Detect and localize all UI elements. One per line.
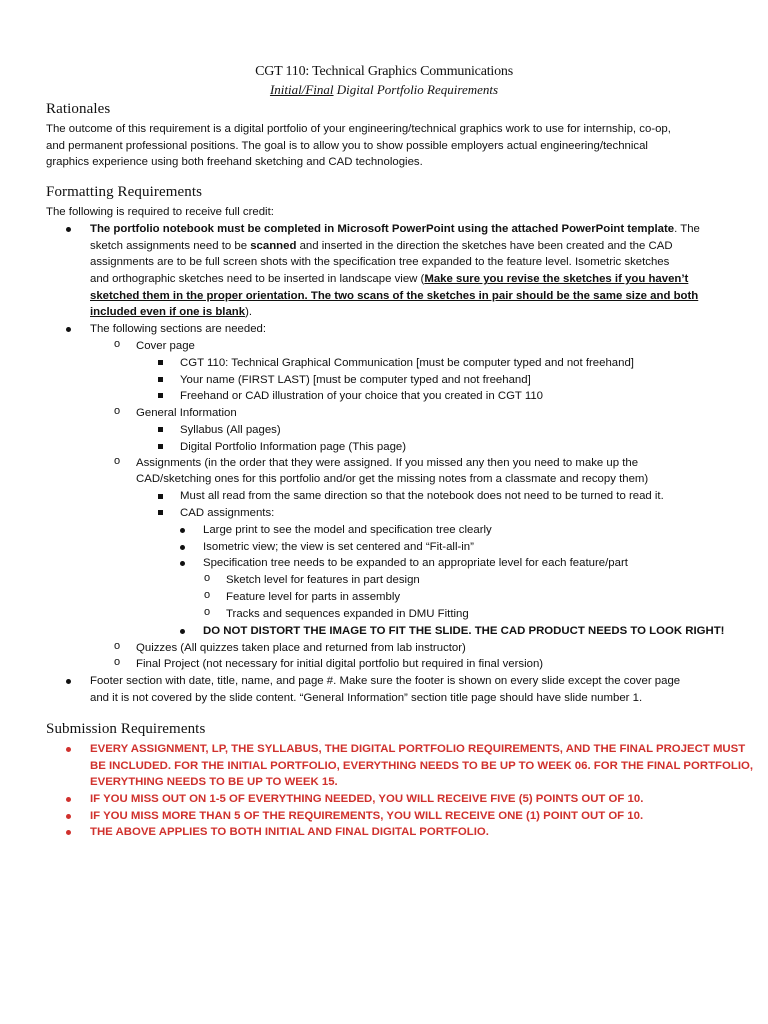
submission-line: BE INCLUDED. FOR THE INITIAL PORTFOLIO, EVERYTHING NEEDS TO BE UP TO WEEK 06. FOR THE FINAL PORTFOLIO,: [90, 760, 754, 772]
general-item: Syllabus (All pages): [180, 424, 281, 436]
submission-line: EVERY ASSIGNMENT, LP, THE SYLLABUS, THE DIGITAL PORTFOLIO REQUIREMENTS, AND THE FINAL PROJECT MUST: [90, 743, 746, 755]
final-project-item: Final Project (not necessary for initial digital portfolio but required in final version): [136, 658, 544, 670]
cover-item: Your name (FIRST LAST) [must be computer typed and not freehand]: [180, 374, 531, 386]
item1-l2b: and inserted in the direction the sketches have been created and the CAD: [296, 240, 673, 252]
formatting-heading: Formatting Requirements: [46, 184, 203, 200]
square-icon: [158, 360, 163, 365]
bullet-dot-icon: [66, 797, 71, 802]
footer-line1: Footer section with date, title, name, and page #. Make sure the footer is shown on every slide except the cover page: [90, 675, 681, 687]
item1-l4a: and orthographic sketches need to be inserted in landscape view (: [90, 273, 425, 285]
item1-l4bu: Make sure you revise the sketches if you haven’t: [424, 273, 689, 285]
circle-o-icon: o: [114, 405, 121, 417]
circle-o-icon: o: [114, 640, 121, 652]
general-label: General Information: [136, 407, 237, 419]
circle-o-icon: o: [204, 572, 211, 584]
formatting-item1-line3: assignments are to be full screen shots with the specification tree expanded to the feature level. Isometric sketches: [90, 256, 670, 268]
tree-item: Tracks and sequences expanded in DMU Fitting: [226, 608, 469, 620]
quizzes-item: Quizzes (All quizzes taken place and returned from lab instructor): [136, 642, 466, 654]
bullet-dot-icon: [66, 227, 71, 232]
submission-line: THE ABOVE APPLIES TO BOTH INITIAL AND FINAL DIGITAL PORTFOLIO.: [90, 826, 489, 838]
footer-line2: and it is not covered by the slide content. “General Information” section title page should have slide number 1.: [90, 692, 643, 704]
assignments-sub2: CAD assignments:: [180, 507, 275, 519]
assignments-line2: CAD/sketching ones for this portfolio and/or get the missing notes from a classmate and recopy them): [136, 473, 649, 485]
submission-line: IF YOU MISS MORE THAN 5 OF THE REQUIREMENTS, YOU WILL RECEIVE ONE (1) POINT OUT OF 10.: [90, 810, 644, 822]
cover-item: CGT 110: Technical Graphical Communication [must be computer typed and not freehand]: [180, 357, 634, 369]
square-icon: [158, 427, 163, 432]
cover-label: Cover page: [136, 340, 195, 352]
square-icon: [158, 510, 163, 515]
square-icon: [158, 444, 163, 449]
bullet-dot-icon: [66, 830, 71, 835]
cad-item: Isometric view; the view is set centered and “Fit-all-in”: [203, 541, 474, 553]
item1-rest: . The: [674, 223, 700, 235]
bullet-dot-icon: [66, 814, 71, 819]
cad-item: Large print to see the model and specification tree clearly: [203, 524, 492, 536]
general-item: Digital Portfolio Information page (This page): [180, 441, 407, 453]
cad-warning: DO NOT DISTORT THE IMAGE TO FIT THE SLIDE. THE CAD PRODUCT NEEDS TO LOOK RIGHT!: [203, 625, 725, 637]
bullet-dot-icon: [66, 747, 71, 752]
rationales-line: and permanent professional positions. The goal is to allow you to show possible employers actual engineering/technical: [46, 140, 648, 152]
bullet-dot-icon: [180, 561, 185, 566]
subtitle-rest: Digital Portfolio Requirements: [333, 82, 499, 97]
item1-bold: The portfolio notebook must be completed in Microsoft PowerPoint using the attached PowerPoint template: [90, 223, 675, 235]
circle-o-icon: o: [204, 589, 211, 601]
formatting-item1-line2: [90, 238, 673, 255]
bullet-dot-icon: [180, 629, 185, 634]
bullet-dot-icon: [66, 679, 71, 684]
document-subtitle: [0, 82, 768, 98]
tree-item: Feature level for parts in assembly: [226, 591, 401, 603]
item1-l5bu: sketched them in the proper orientation. The two scans of the sketches in pair should be the same size and both: [90, 290, 699, 302]
submission-line: IF YOU MISS OUT ON 1-5 OF EVERYTHING NEEDED, YOU WILL RECEIVE FIVE (5) POINTS OUT OF 10.: [90, 793, 644, 805]
circle-o-icon: o: [114, 338, 121, 350]
item1-l6rest: ).: [245, 306, 253, 318]
assignments-sub1: Must all read from the same direction so that the notebook does not need to be turned to read it.: [180, 490, 664, 502]
circle-o-icon: o: [204, 606, 211, 618]
rationales-line: The outcome of this requirement is a digital portfolio of your engineering/technical graphics work to use for internship, co-op,: [46, 123, 671, 135]
submission-heading: Submission Requirements: [46, 721, 206, 737]
cover-item: Freehand or CAD illustration of your choice that you created in CGT 110: [180, 390, 543, 402]
square-icon: [158, 393, 163, 398]
formatting-item1-line4: [90, 271, 688, 288]
bullet-dot-icon: [180, 545, 185, 550]
circle-o-icon: o: [114, 455, 121, 467]
square-icon: [158, 377, 163, 382]
submission-line: EVERYTHING NEEDS TO BE UP TO WEEK 15.: [90, 776, 338, 788]
assignments-line1: Assignments (in the order that they were assigned. If you missed any then you need to make up the: [136, 457, 639, 469]
rationales-line: graphics experience using both freehand sketching and CAD technologies.: [46, 156, 423, 168]
tree-item: Sketch level for features in part design: [226, 574, 420, 586]
subtitle-underlined: Initial/Final: [269, 82, 334, 97]
bullet-dot-icon: [180, 528, 185, 533]
circle-o-icon: o: [114, 656, 121, 668]
formatting-intro: The following is required to receive full credit:: [46, 206, 274, 218]
cad-item: Specification tree needs to be expanded to an appropriate level for each feature/part: [203, 557, 628, 569]
rationales-heading: Rationales: [46, 101, 111, 117]
formatting-item1-line5: [90, 288, 698, 305]
item1-l6bu: included even if one is blank: [90, 306, 246, 318]
item1-l2bold: scanned: [250, 240, 297, 252]
bullet-dot-icon: [66, 327, 71, 332]
formatting-item1-line6: [90, 304, 252, 321]
formatting-item2: The following sections are needed:: [90, 323, 267, 335]
item1-l2a: sketch assignments need to be: [90, 240, 251, 252]
square-icon: [158, 494, 163, 499]
formatting-item1-line1: [90, 221, 700, 238]
document-title: CGT 110: Technical Graphics Communications: [255, 64, 513, 79]
